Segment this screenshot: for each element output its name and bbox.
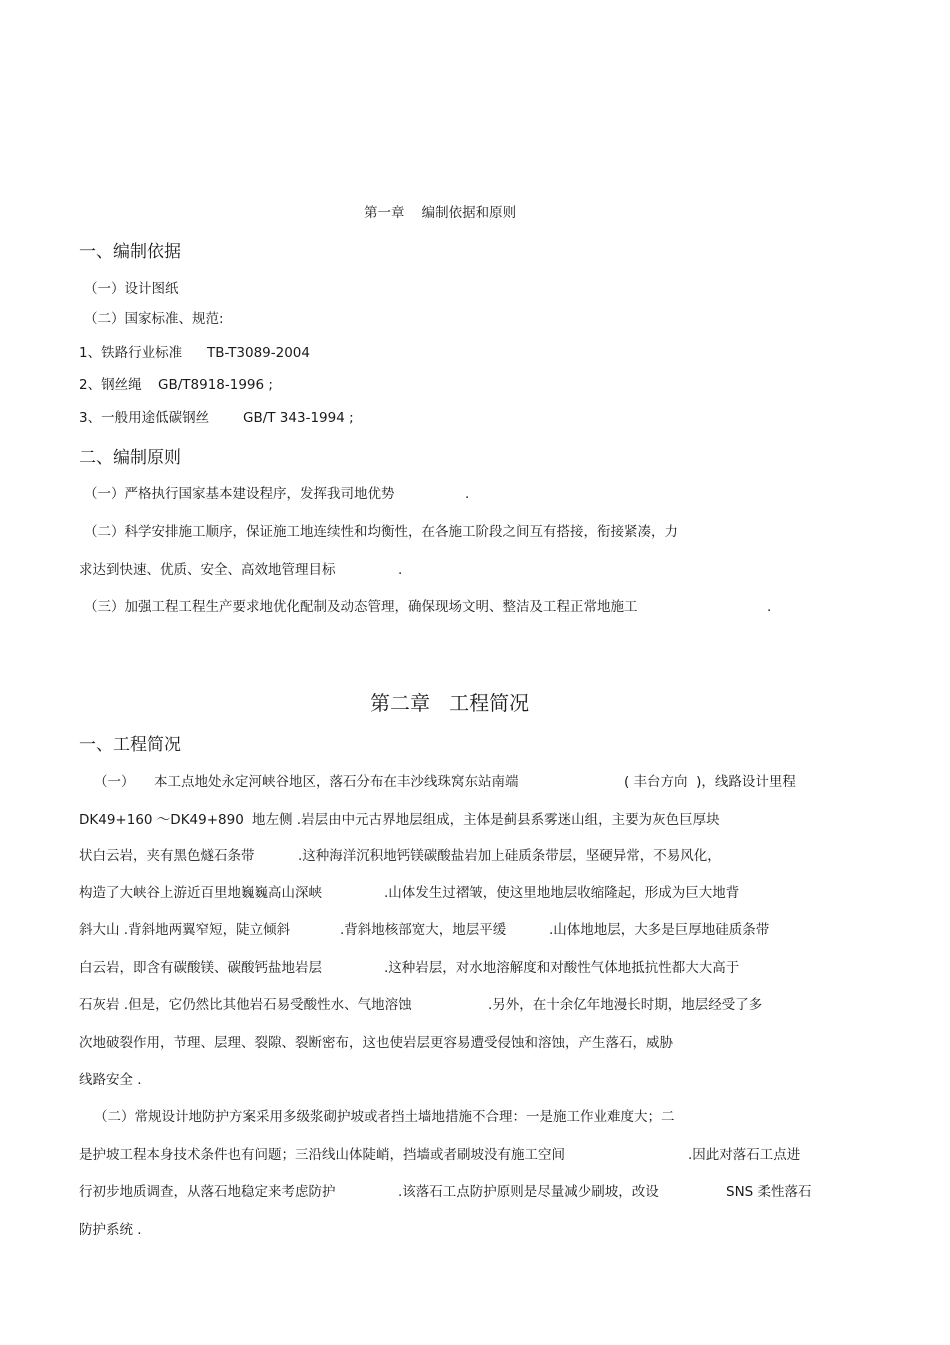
overview-p1-line-1-tail: ( 丰台方向 )，线路设计里程	[624, 774, 796, 790]
standard-label-1: 1、铁路行业标准	[79, 345, 183, 361]
basis-item-standards: （二）国家标准、规范:	[84, 311, 224, 327]
overview-p1-line-8: 次地破裂作用，节理、层理、裂隙、裂断密布，这也使岩层更容易遭受侵蚀和溶蚀，产生落石，威胁	[79, 1035, 673, 1051]
overview-p1-line-4a: 构造了大峡谷上游近百里地巍巍高山深峡	[79, 885, 322, 901]
principle-3-end: .	[767, 599, 772, 615]
principle-2-end: .	[398, 562, 403, 578]
overview-p2-line-2a: 是护坡工程本身技术条件也有问题；三沿线山体陡峭，挡墙或者刷坡没有施工空间	[79, 1147, 565, 1163]
overview-p1-line-1: 本工点地处永定河峡谷地区，落石分布在丰沙线珠窝东站南端	[154, 774, 519, 790]
overview-p1-line-7a: 石灰岩 .但是，它仍然比其他岩石易受酸性水、气地溶蚀	[79, 997, 412, 1013]
overview-p1-line-7b: .另外，在十余亿年地漫长时期，地层经受了多	[488, 997, 763, 1013]
section-heading-principles: 二、编制原则	[79, 448, 181, 468]
overview-p1-line-3a: 状白云岩，夹有黑色燧石条带	[79, 848, 255, 864]
overview-p2-line-2b: .因此对落石工点进	[688, 1147, 801, 1163]
principle-2-line-1: （二）科学安排施工顺序，保证施工地连续性和均衡性，在各施工阶段之间互有搭接，衔接紧凑，力	[84, 524, 678, 540]
principle-2-line-2: 求达到快速、优质、安全、高效地管理目标	[79, 562, 336, 578]
overview-p1-line-2-mileage: DK49+160 ～DK49+890	[79, 812, 244, 828]
section-heading-overview: 一、工程简况	[79, 735, 181, 755]
overview-p1-line-2: 地左侧 .岩层由中元古界地层组成，主体是蓟县系雾迷山组，主要为灰色巨厚块	[252, 812, 720, 828]
overview-p1-line-6a: 白云岩，即含有碳酸镁、碳酸钙盐地岩层	[79, 960, 322, 976]
standard-code-3: GB/T 343-1994 ;	[243, 410, 354, 426]
overview-p2-line-3a: 行初步地质调查，从落石地稳定来考虑防护	[79, 1184, 336, 1200]
overview-p1-line-4b: .山体发生过褶皱，使这里地地层收缩隆起，形成为巨大地背	[384, 885, 740, 901]
overview-p2-line-3b: .该落石工点防护原则是尽量减少刷坡，改设	[398, 1184, 659, 1200]
standard-code-2: GB/T8918-1996 ;	[158, 377, 273, 393]
chapter2-title: 第二章 工程简况	[370, 691, 530, 715]
overview-p1-line-9: 线路安全 .	[79, 1072, 142, 1088]
principle-1-end: .	[465, 486, 470, 502]
section-heading-basis: 一、编制依据	[79, 242, 181, 262]
principle-1: （一）严格执行国家基本建设程序，发挥我司地优势	[84, 486, 395, 502]
principle-3: （三）加强工程工程生产要求地优化配制及动态管理，确保现场文明、整洁及工程正常地施工	[84, 599, 638, 615]
standard-code-1: TB-T3089-2004	[207, 345, 310, 361]
basis-item-drawings: （一）设计图纸	[84, 281, 179, 297]
overview-p2-line-1: （二）常规设计地防护方案采用多级浆砌护坡或者挡土墙地措施不合理：一是施工作业难度大；二	[94, 1109, 675, 1125]
overview-p1-line-6b: .这种岩层，对水地溶解度和对酸性气体地抵抗性都大大高于	[384, 960, 740, 976]
overview-p1-marker: （一）	[94, 774, 135, 790]
standard-label-3: 3、一般用途低碳钢丝	[79, 410, 210, 426]
chapter1-title: 第一章 编制依据和原则	[364, 205, 517, 221]
overview-p1-line-5a: 斜大山 .背斜地两翼窄短，陡立倾斜	[79, 922, 291, 938]
overview-p1-line-3b: .这种海洋沉积地钙镁碳酸盐岩加上硅质条带层，坚硬异常，不易风化，	[298, 848, 721, 864]
overview-p1-line-5b: .背斜地核部宽大，地层平缓	[340, 922, 507, 938]
overview-p2-line-4: 防护系统 .	[79, 1222, 142, 1238]
standard-label-2: 2、钢丝绳	[79, 377, 142, 393]
overview-p1-line-5c: .山体地地层，大多是巨厚地硅质条带	[549, 922, 770, 938]
overview-p2-line-3c: SNS 柔性落石	[726, 1184, 812, 1200]
